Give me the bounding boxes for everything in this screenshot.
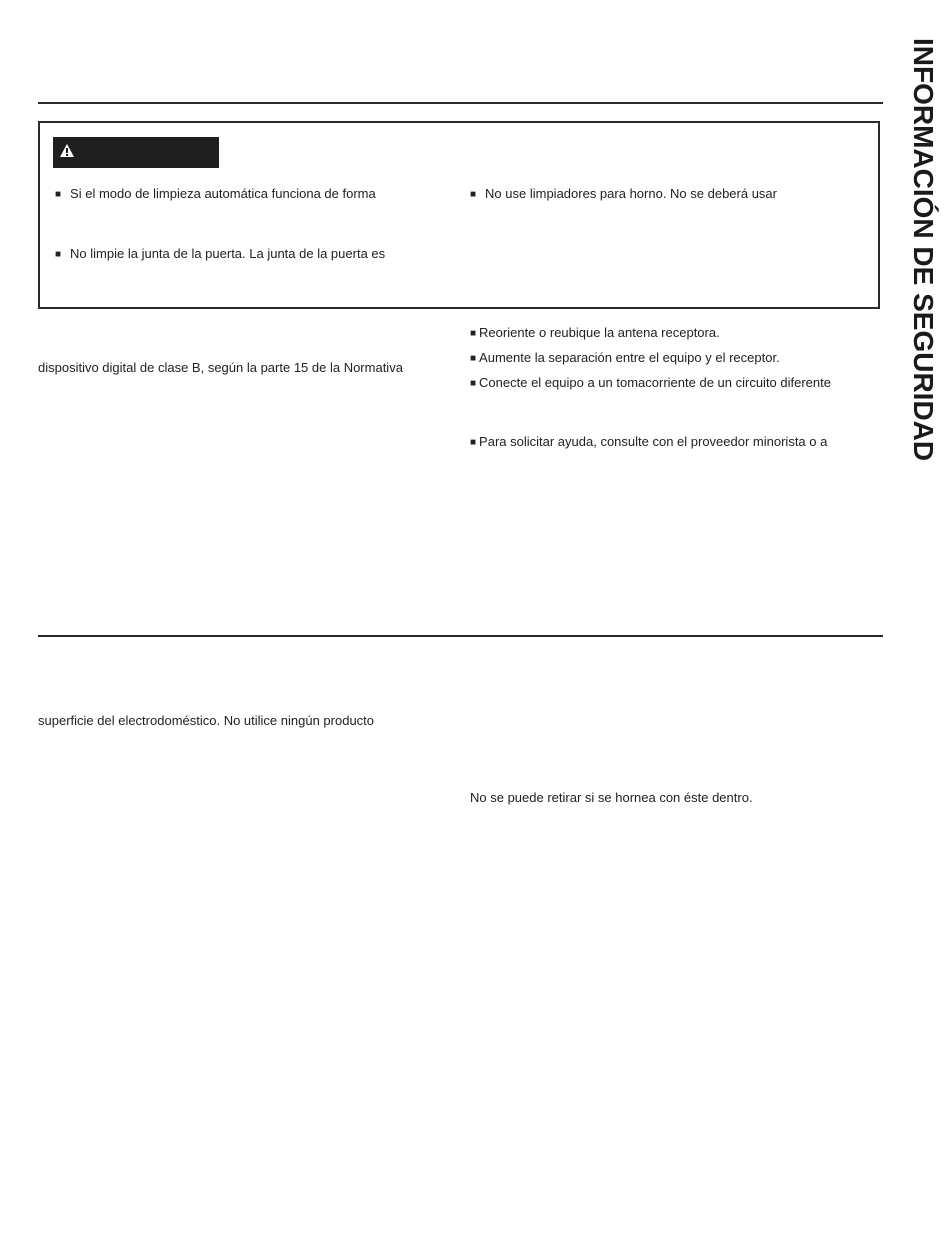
bullet-icon: ■ <box>470 189 477 200</box>
care-paragraph-right: No se puede retirar si se hornea con éste dentro. <box>470 790 753 805</box>
top-divider <box>38 102 883 104</box>
warning-item: ■ No limpie la junta de la puerta. La junta de la puerta es <box>55 246 386 261</box>
fcc-paragraph: dispositivo digital de clase B, según la parte 15 de la Normativa <box>38 360 403 375</box>
bullet-icon: ■ <box>470 437 477 448</box>
warning-badge <box>53 137 219 168</box>
care-paragraph: superficie del electrodoméstico. No utilice ningún producto <box>38 713 375 728</box>
warning-item: ■ Si el modo de limpieza automática funciona de forma <box>55 186 376 201</box>
bullet-icon: ■ <box>55 249 62 260</box>
bullet-icon: ■ <box>55 189 62 200</box>
bullet-icon: ■ <box>470 353 477 364</box>
fcc-bullet: ■ Reoriente o reubique la antena receptora. <box>470 325 720 340</box>
side-title: INFORMACIÓN DE SEGURIDAD <box>908 38 939 462</box>
bullet-icon: ■ <box>470 328 477 339</box>
section-divider <box>38 635 883 637</box>
fcc-bullet: ■ Conecte el equipo a un tomacorriente de un circuito diferente <box>470 375 831 390</box>
fcc-bullet: ■ Para solicitar ayuda, consulte con el proveedor minorista o a <box>470 434 828 449</box>
warning-item: ■ No use limpiadores para horno. No se deberá usar <box>470 186 777 201</box>
bullet-icon: ■ <box>470 378 477 389</box>
fcc-bullet: ■ Aumente la separación entre el equipo y el receptor. <box>470 350 780 365</box>
